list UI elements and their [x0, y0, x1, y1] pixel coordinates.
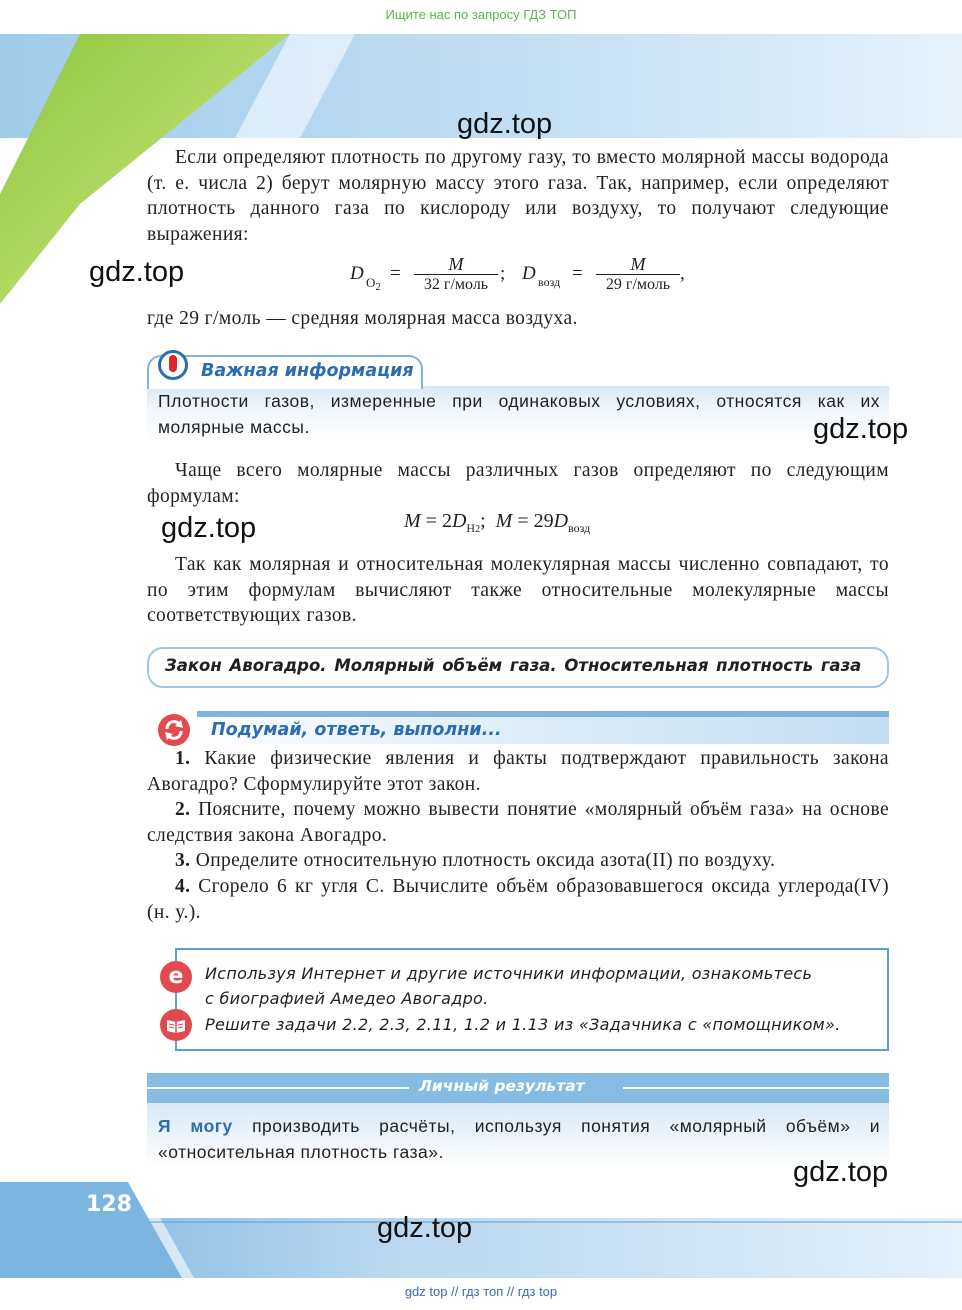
formula2-sub-h: H2	[466, 521, 481, 535]
result-title: Личный результат	[419, 1077, 585, 1095]
fraction-denominator: 29 г/моль	[605, 276, 671, 293]
think-title: Подумай, ответь, выполни...	[211, 720, 502, 740]
refresh-icon	[158, 714, 190, 746]
fraction-numerator: M	[414, 255, 498, 275]
formula-d-symbol: D	[350, 263, 364, 284]
task-item	[147, 874, 889, 925]
relative-text: Так как молярная и относительная молекулярная массы численно совпадают, то по этим формулам вычисляют также относительные молекулярные массы соответствующих газов.	[147, 554, 889, 627]
result-body: производить расчёты, используя понятия «молярный объём» и «относительная плотность газа».	[158, 1116, 880, 1162]
task-text: Определите относительную плотность оксида азота(II) по воздуху.	[195, 850, 776, 871]
molar-paragraph	[147, 458, 889, 509]
fraction-numerator: M	[596, 255, 680, 275]
task-number: 2.	[175, 799, 191, 820]
formula2-sep: ;	[480, 510, 486, 532]
exclamation-icon	[158, 350, 188, 380]
molar-mass-formula	[404, 510, 590, 536]
formula2-m2: M	[495, 510, 513, 532]
formula2-sub-air: возд	[568, 521, 591, 535]
book-icon	[160, 1009, 192, 1041]
formula2-m: M	[404, 510, 421, 532]
divider	[623, 1087, 889, 1089]
internet-task-line: Используя Интернет и другие источники информации, ознакомьтесь	[205, 964, 813, 983]
where-line: где 29 г/моль — средняя молярная масса воздуха.	[147, 308, 578, 329]
task-number: 3.	[175, 850, 191, 871]
footer-links[interactable]: gdz top // гдз топ // гдз top	[404, 1284, 558, 1299]
fraction-denominator: 32 г/моль	[423, 276, 489, 293]
result-can-label: Я могу	[158, 1116, 233, 1136]
formula-d-sub: $O_2$	[366, 275, 381, 293]
divider	[147, 1087, 409, 1089]
internet-e-icon: e	[160, 961, 192, 993]
task-item	[147, 797, 889, 848]
task-text: Сгорело 6 кг угля С. Вычислите объём образовавшегося оксида углерода(IV) (н. у.).	[147, 876, 889, 923]
fraction-o2	[414, 255, 498, 295]
density-formula	[350, 253, 690, 297]
task-number: 1.	[175, 748, 191, 769]
formula-separator: ;	[500, 263, 506, 284]
intro-text: Если определяют плотность по другому газу, то вместо молярной массы водорода (т. е. числа 2) берут молярную массу этого газа. Так, например, если определяют плотность данного газа по кислороду или воздуху, то получают следующие выражения:	[147, 147, 889, 245]
intro-paragraph	[147, 145, 889, 247]
formula-equals: =	[390, 263, 401, 284]
formula2-d2: D	[553, 510, 569, 532]
page-number: 128	[86, 1192, 132, 1217]
molar-text: Чаще всего молярные массы различных газов определяют по следующим формулам:	[147, 460, 889, 507]
result-text	[158, 1114, 880, 1165]
formula-equals: =	[572, 263, 583, 284]
watermark: gdz.top	[89, 256, 185, 288]
watermark: gdz.top	[457, 108, 553, 140]
task-item	[147, 746, 889, 797]
task-number: 4.	[175, 876, 191, 897]
relative-paragraph	[147, 552, 889, 629]
formula-end: ,	[680, 263, 685, 284]
internet-task-line: с биографией Амедео Авогадро.	[205, 989, 489, 1008]
fraction-air	[596, 255, 680, 295]
bottom-decor-band	[0, 1182, 962, 1278]
task-item	[147, 848, 889, 874]
watermark: gdz.top	[377, 1212, 473, 1244]
task-text: Поясните, почему можно вывести понятие «молярный объём газа» на основе следствия закона Авогадро.	[147, 799, 889, 846]
important-info-text: Плотности газов, измеренные при одинаковых условиях, относятся как их молярные массы.	[158, 391, 880, 437]
formula2-eq2: = 29	[512, 510, 554, 532]
formula2-d: D	[451, 510, 467, 532]
keywords-text: Закон Авогадро. Молярный объём газа. Относительная плотность газа	[165, 656, 862, 675]
task-text: Какие физические явления и факты подтверждают правильность закона Авогадро? Сформулируйте этот закон.	[147, 748, 889, 795]
formula-d-air-symbol: D	[522, 263, 536, 284]
problem-book-task: Решите задачи 2.2, 2.3, 2.11, 1.2 и 1.13 из «Задачника с «помощником».	[205, 1015, 841, 1034]
formula2-eq: = 2	[420, 510, 452, 532]
top-search-note[interactable]: Ищите нас по запросу ГДЗ ТОП	[385, 7, 577, 22]
important-info-title: Важная информация	[201, 361, 414, 381]
watermark: gdz.top	[793, 1156, 889, 1188]
formula-d-air-sub: возд	[538, 275, 561, 289]
watermark: gdz.top	[161, 512, 257, 544]
watermark: gdz.top	[813, 413, 909, 445]
